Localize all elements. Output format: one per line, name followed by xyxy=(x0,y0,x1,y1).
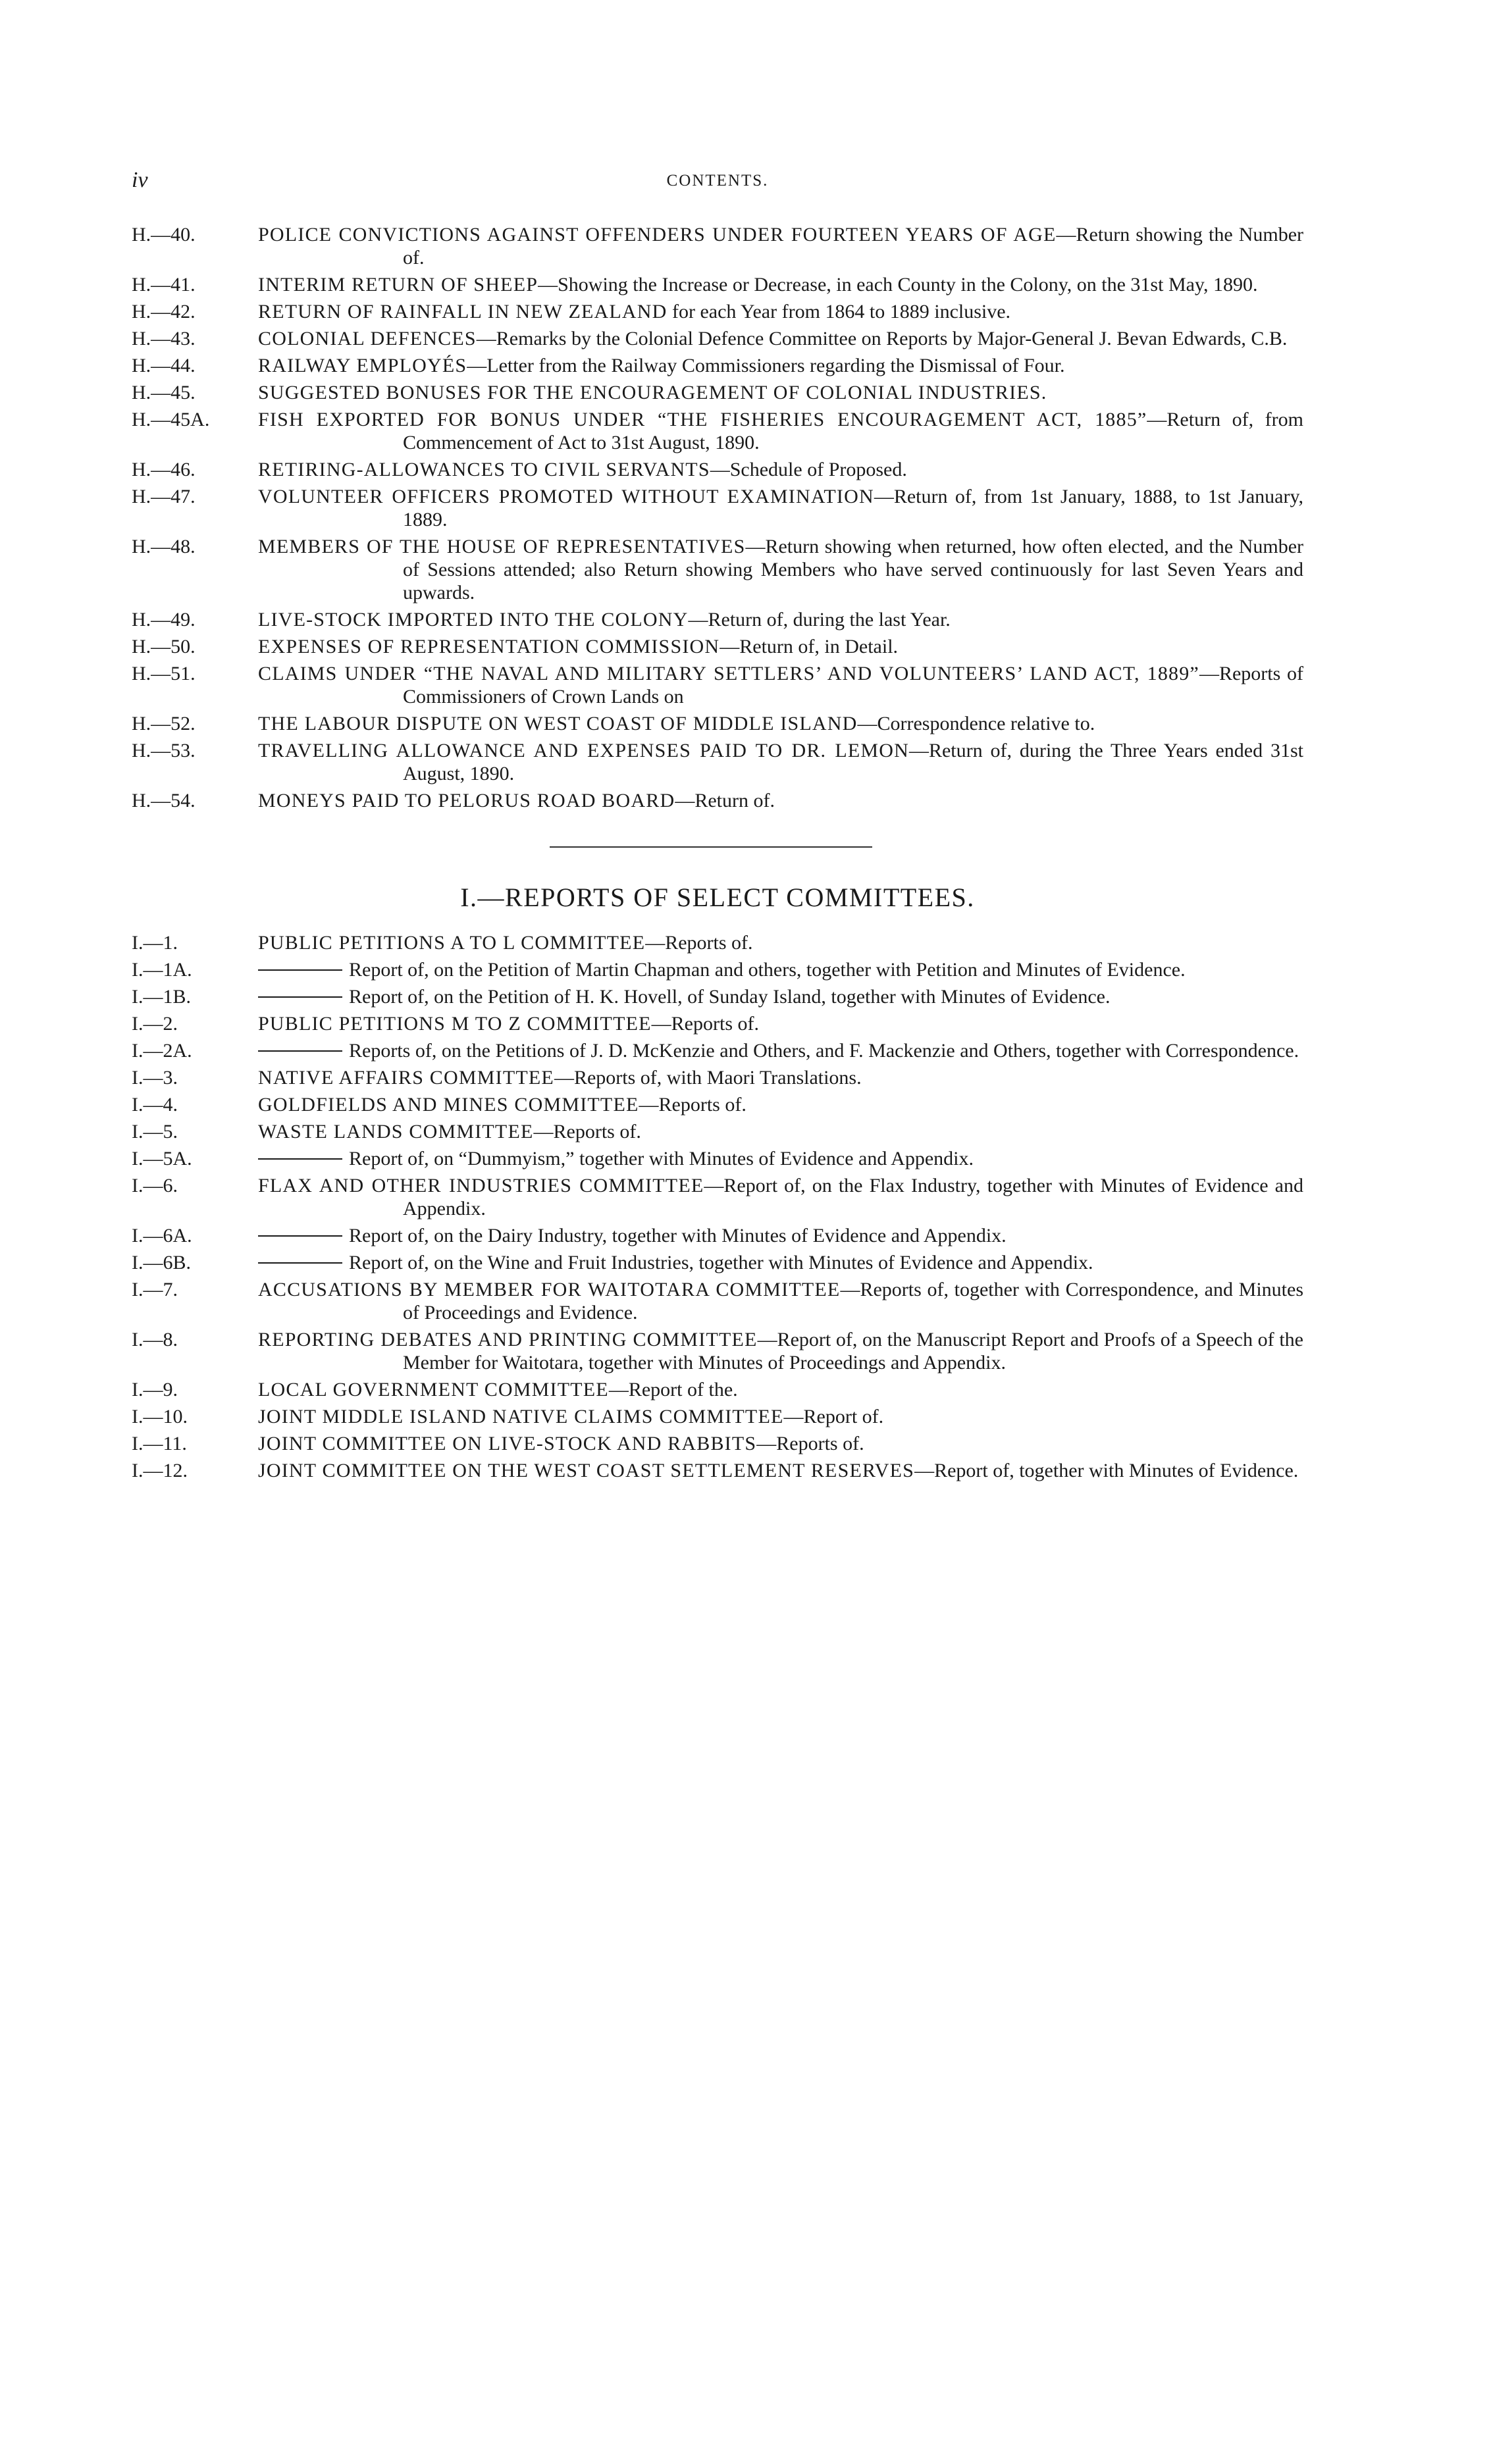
entry-description: —Return showing the Number of. xyxy=(403,224,1303,269)
entry-text xyxy=(258,1120,1303,1143)
list-item xyxy=(132,608,1303,631)
paper-code: H.—43. xyxy=(132,328,196,349)
paper-code: I.—5A. xyxy=(132,1148,192,1169)
entry-title: TRAVELLING ALLOWANCE AND EXPENSES PAID TO DR. LEMON xyxy=(258,740,909,761)
list-item xyxy=(132,1039,1303,1062)
paper-code: I.—6. xyxy=(132,1175,178,1196)
entry-text xyxy=(258,485,1303,531)
entry-title: JOINT MIDDLE ISLAND NATIVE CLAIMS COMMITTEE xyxy=(258,1406,784,1427)
entry-description: —Return showing when returned, how often elected, and the Number of Sessions attended; also Return showing Members who have served continuously for last Seven Years and upwards. xyxy=(403,536,1303,603)
list-item xyxy=(132,223,1303,269)
list-item xyxy=(132,1147,1303,1170)
list-item xyxy=(132,931,1303,954)
list-item xyxy=(132,1278,1303,1324)
ditto-rule xyxy=(258,1050,342,1052)
entry-title: THE LABOUR DISPUTE ON WEST COAST OF MIDDLE ISLAND xyxy=(258,713,858,734)
entry-text xyxy=(258,354,1303,377)
paper-code: I.—2A. xyxy=(132,1040,192,1062)
paper-code: I.—2. xyxy=(132,1013,178,1035)
entry-title: RETURN OF RAINFALL IN NEW ZEALAND xyxy=(258,301,668,322)
entry-description: Report of, on the Petition of H. K. Hovell, of Sunday Island, together with Minutes of Evidence. xyxy=(349,986,1111,1008)
entry-text xyxy=(258,1012,1303,1035)
list-item xyxy=(132,1459,1303,1482)
entry-title: NATIVE AFFAIRS COMMITTEE xyxy=(258,1067,554,1089)
entry-text xyxy=(258,1278,1303,1324)
entry-description: for each Year from 1864 to 1889 inclusive. xyxy=(667,301,1011,322)
entry-title: FLAX AND OTHER INDUSTRIES COMMITTEE xyxy=(258,1175,704,1196)
entry-text xyxy=(258,635,1303,658)
list-item xyxy=(132,300,1303,323)
entry-description: —Return of, from 1st January, 1888, to 1st January, 1889. xyxy=(403,486,1304,530)
list-item xyxy=(132,739,1303,785)
entry-text xyxy=(258,958,1303,981)
entry-description: —Reports of. xyxy=(639,1094,746,1116)
running-title: CONTENTS. xyxy=(666,172,769,190)
list-item xyxy=(132,1405,1303,1428)
paper-code: I.—5. xyxy=(132,1121,178,1142)
paper-code: I.—1. xyxy=(132,932,178,954)
ditto-rule xyxy=(258,996,342,998)
list-item xyxy=(132,1251,1303,1274)
entry-title: INTERIM RETURN OF SHEEP xyxy=(258,274,538,295)
entry-title: JOINT COMMITTEE ON LIVE-STOCK AND RABBITS xyxy=(258,1433,757,1454)
entry-text xyxy=(258,1251,1303,1274)
paper-code: I.—6B. xyxy=(132,1252,191,1273)
entry-description: —Report of, together with Minutes of Evidence. xyxy=(914,1460,1299,1481)
entry-text xyxy=(258,1378,1303,1401)
section-heading: I.—REPORTS OF SELECT COMMITTEES. xyxy=(460,883,975,912)
entry-title: LIVE-STOCK IMPORTED INTO THE COLONY xyxy=(258,609,689,630)
paper-code: I.—11. xyxy=(132,1433,187,1454)
entry-text xyxy=(258,1432,1303,1455)
entry-text xyxy=(258,739,1303,785)
paper-code: H.—40. xyxy=(132,224,196,245)
list-item xyxy=(132,327,1303,350)
entry-text xyxy=(258,789,1303,812)
paper-code: H.—41. xyxy=(132,274,196,295)
entry-description: Report of, on “Dummyism,” together with Minutes of Evidence and Appendix. xyxy=(349,1148,974,1169)
entry-text xyxy=(258,608,1303,631)
list-item xyxy=(132,458,1303,481)
h-series-list xyxy=(132,223,1303,812)
entry-description: —Return of, in Detail. xyxy=(720,636,899,657)
entry-title: PUBLIC PETITIONS M TO Z COMMITTEE xyxy=(258,1013,652,1035)
entry-text xyxy=(258,300,1303,323)
entry-description: —Showing the Increase or Decrease, in each County in the Colony, on the 31st May, 1890. xyxy=(538,274,1258,295)
paper-code: H.—53. xyxy=(132,740,196,761)
entry-description: —Schedule of Proposed. xyxy=(710,459,907,480)
i-series-list xyxy=(132,931,1303,1482)
paper-code: H.—42. xyxy=(132,301,196,322)
entry-description: —Report of the. xyxy=(608,1379,738,1400)
entry-description: —Reports of, with Maori Translations. xyxy=(554,1067,862,1089)
list-item xyxy=(132,1432,1303,1455)
list-item xyxy=(132,1224,1303,1247)
paper-code: I.—6A. xyxy=(132,1225,192,1246)
entry-title: RETIRING-ALLOWANCES TO CIVIL SERVANTS xyxy=(258,459,710,480)
paper-code: I.—1A. xyxy=(132,959,192,981)
entry-text xyxy=(258,1093,1303,1116)
entry-description: —Return of, from Commencement of Act to 31st August, 1890. xyxy=(403,409,1303,453)
entry-description: —Report of. xyxy=(783,1406,884,1427)
entry-title: MONEYS PAID TO PELORUS ROAD BOARD xyxy=(258,790,675,811)
entry-title: VOLUNTEER OFFICERS PROMOTED WITHOUT EXAMINATION xyxy=(258,486,874,507)
paper-code: I.—3. xyxy=(132,1067,178,1089)
paper-code: H.—46. xyxy=(132,459,196,480)
entry-title: LOCAL GOVERNMENT COMMITTEE xyxy=(258,1379,609,1400)
entry-description: Report of, on the Dairy Industry, together with Minutes of Evidence and Appendix. xyxy=(349,1225,1007,1246)
paper-code: I.—10. xyxy=(132,1406,188,1427)
entry-description: —Reports of. xyxy=(756,1433,864,1454)
entry-description: —Correspondence relative to. xyxy=(857,713,1095,734)
entry-title: FISH EXPORTED FOR BONUS UNDER “THE FISHERIES ENCOURAGEMENT ACT, 1885” xyxy=(258,409,1147,430)
entry-text xyxy=(258,1328,1303,1374)
paper-code: I.—4. xyxy=(132,1094,178,1116)
entry-description: —Reports of. xyxy=(651,1013,759,1035)
ditto-rule xyxy=(258,969,342,971)
entry-title: RAILWAY EMPLOYÉS xyxy=(258,355,467,376)
list-item xyxy=(132,1066,1303,1089)
entry-title: COLONIAL DEFENCES xyxy=(258,328,477,349)
entry-title: ACCUSATIONS BY MEMBER FOR WAITOTARA COMMITTEE xyxy=(258,1279,841,1300)
entry-description: —Remarks by the Colonial Defence Committee on Reports by Major-General J. Bevan Edwards, C.B. xyxy=(476,328,1288,349)
entry-text xyxy=(258,273,1303,296)
list-item xyxy=(132,1378,1303,1401)
paper-code: H.—48. xyxy=(132,536,196,557)
list-item xyxy=(132,354,1303,377)
paper-code: H.—47. xyxy=(132,486,196,507)
entry-text xyxy=(258,1147,1303,1170)
entry-text xyxy=(258,535,1303,604)
entry-text xyxy=(258,662,1303,708)
entry-text xyxy=(258,712,1303,735)
list-item xyxy=(132,789,1303,812)
paper-code: H.—51. xyxy=(132,663,196,684)
entry-text xyxy=(258,327,1303,350)
ditto-rule xyxy=(258,1235,342,1237)
list-item xyxy=(132,381,1303,404)
entry-text xyxy=(258,1224,1303,1247)
ditto-rule xyxy=(258,1158,342,1160)
paper-code: I.—7. xyxy=(132,1279,178,1300)
entry-text xyxy=(258,931,1303,954)
entry-description: —Return of, during the last Year. xyxy=(688,609,951,630)
entry-description: —Reports of. xyxy=(533,1121,641,1142)
paper-code: H.—44. xyxy=(132,355,196,376)
paper-code: H.—49. xyxy=(132,609,196,630)
entry-text xyxy=(258,1174,1303,1220)
paper-code: H.—50. xyxy=(132,636,196,657)
list-item xyxy=(132,712,1303,735)
contents-page xyxy=(132,168,1303,1486)
paper-code: H.—52. xyxy=(132,713,196,734)
entry-text xyxy=(258,1459,1303,1482)
list-item xyxy=(132,1174,1303,1220)
entry-title: SUGGESTED BONUSES FOR THE ENCOURAGEMENT OF COLONIAL INDUSTRIES. xyxy=(258,382,1047,403)
entry-title: PUBLIC PETITIONS A TO L COMMITTEE xyxy=(258,932,646,954)
list-item xyxy=(132,662,1303,708)
entry-title: JOINT COMMITTEE ON THE WEST COAST SETTLEMENT RESERVES xyxy=(258,1460,915,1481)
entry-description: —Return of. xyxy=(675,790,775,811)
list-item xyxy=(132,535,1303,604)
entry-description: Report of, on the Petition of Martin Chapman and others, together with Petition and Minutes of Evidence. xyxy=(349,959,1186,981)
entry-title: MEMBERS OF THE HOUSE OF REPRESENTATIVES xyxy=(258,536,746,557)
entry-description: Reports of, on the Petitions of J. D. McKenzie and Others, and F. Mackenzie and Others, together with Correspondence. xyxy=(349,1040,1299,1062)
entry-description: —Report of, on the Flax Industry, together with Minutes of Evidence and Appendix. xyxy=(403,1175,1303,1219)
list-item xyxy=(132,485,1303,531)
entry-description: —Return of, during the Three Years ended 31st August, 1890. xyxy=(403,740,1303,784)
entry-description: —Reports of. xyxy=(645,932,753,954)
paper-code: H.—54. xyxy=(132,790,196,811)
entry-title: POLICE CONVICTIONS AGAINST OFFENDERS UNDER FOURTEEN YEARS OF AGE xyxy=(258,224,1057,245)
paper-code: H.—45. xyxy=(132,382,196,403)
entry-title: EXPENSES OF REPRESENTATION COMMISSION xyxy=(258,636,720,657)
paper-code: I.—1B. xyxy=(132,986,191,1008)
entry-description: Report of, on the Wine and Fruit Industries, together with Minutes of Evidence and Appendix. xyxy=(349,1252,1093,1273)
ditto-rule xyxy=(258,1262,342,1264)
list-item xyxy=(132,1093,1303,1116)
page-number: iv xyxy=(132,168,148,192)
list-item xyxy=(132,1328,1303,1374)
section-divider xyxy=(550,846,872,848)
entry-text xyxy=(258,458,1303,481)
entry-text xyxy=(258,223,1303,269)
entry-title: REPORTING DEBATES AND PRINTING COMMITTEE xyxy=(258,1329,758,1350)
list-item xyxy=(132,408,1303,454)
entry-description: —Reports of, together with Correspondence, and Minutes of Proceedings and Evidence. xyxy=(403,1279,1303,1323)
list-item xyxy=(132,958,1303,981)
entry-text xyxy=(258,408,1303,454)
list-item xyxy=(132,1012,1303,1035)
paper-code: I.—9. xyxy=(132,1379,178,1400)
entry-title: CLAIMS UNDER “THE NAVAL AND MILITARY SETTLERS’ AND VOLUNTEERS’ LAND ACT, 1889” xyxy=(258,663,1199,684)
paper-code: I.—12. xyxy=(132,1460,188,1481)
entry-text xyxy=(258,985,1303,1008)
entry-title: GOLDFIELDS AND MINES COMMITTEE xyxy=(258,1094,639,1116)
entry-description: —Letter from the Railway Commissioners regarding the Dismissal of Four. xyxy=(467,355,1065,376)
entry-text xyxy=(258,1039,1303,1062)
list-item xyxy=(132,1120,1303,1143)
entry-text xyxy=(258,1066,1303,1089)
paper-code: H.—45A. xyxy=(132,409,210,430)
entry-text xyxy=(258,381,1303,404)
entry-description: —Reports of Commissioners of Crown Lands on xyxy=(403,663,1303,707)
entry-text xyxy=(258,1405,1303,1428)
paper-code: I.—8. xyxy=(132,1329,178,1350)
list-item xyxy=(132,985,1303,1008)
entry-title: WASTE LANDS COMMITTEE xyxy=(258,1121,534,1142)
page-header xyxy=(132,168,1303,201)
entry-description: —Report of, on the Manuscript Report and Proofs of a Speech of the Member for Waitotara, together with Minutes of Proceedings and Appendix. xyxy=(403,1329,1303,1373)
list-item xyxy=(132,635,1303,658)
list-item xyxy=(132,273,1303,296)
